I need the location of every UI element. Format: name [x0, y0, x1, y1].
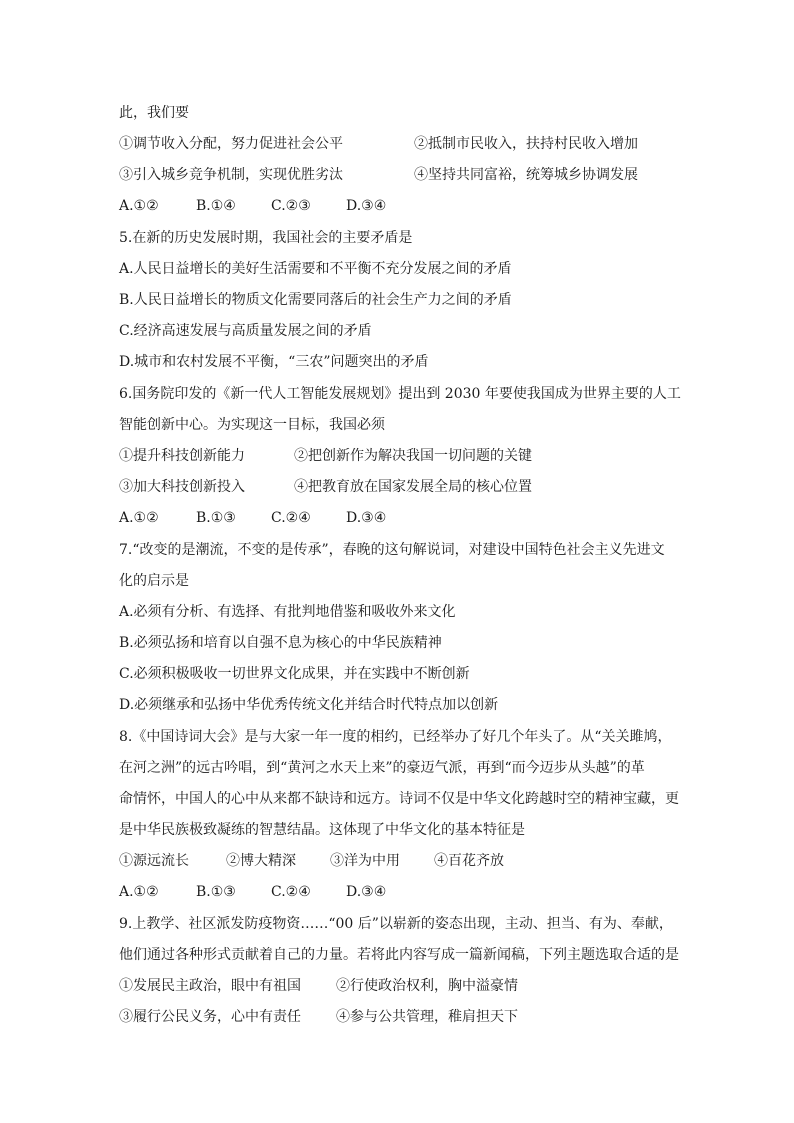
q6-option-c: C.②④ — [271, 510, 311, 526]
q7-stem-line-1: 7.“改变的是潮流，不变的是传承”，春晚的这句解说词，对建设中国特色社会主义先进文 — [119, 542, 665, 558]
q4-option-d: D.③④ — [346, 198, 387, 214]
q8-option-c: C.②④ — [271, 884, 311, 900]
q9-statement-3: ③履行公民义务，心中有责任 — [119, 1009, 301, 1025]
q4-option-c: C.②③ — [271, 198, 311, 214]
q9-statement-2: ②行使政治权利，胸中溢豪情 — [336, 978, 518, 994]
q9-statement-1: ①发展民主政治，眼中有祖国 — [119, 978, 301, 994]
q6-stem-line-1: 6.国务院印发的《新一代人工智能发展规划》提出到 2030 年要使我国成为世界主要的人工 — [119, 386, 681, 402]
q5-option-b: B.人民日益增长的物质文化需要同落后的社会生产力之间的矛盾 — [119, 292, 512, 308]
q6-option-d: D.③④ — [346, 510, 387, 526]
q4-option-a: A.①② — [119, 198, 159, 214]
q6-option-b: B.①③ — [196, 510, 236, 526]
q8-statement-3: ③洋为中用 — [330, 853, 400, 869]
q6-statement-1: ①提升科技创新能力 — [119, 448, 245, 464]
q7-stem-line-2: 化的启示是 — [119, 573, 189, 589]
q7-option-b: B.必须弘扬和培育以自强不息为核心的中华民族精神 — [119, 635, 442, 651]
q4-statement-4: ④坚持共同富裕，统筹城乡协调发展 — [414, 167, 638, 183]
q8-option-b: B.①③ — [196, 884, 236, 900]
q7-option-c: C.必须积极吸收一切世界文化成果，并在实践中不断创新 — [119, 666, 470, 682]
q6-stem-line-2: 智能创新中心。为实现这一目标，我国必须 — [119, 417, 385, 433]
q8-stem-line-2: 在河之洲”的远古吟唱，到“黄河之水天上来”的豪迈气派，再到“而今迈步从头越”的革 — [119, 760, 645, 776]
q8-option-a: A.①② — [119, 884, 159, 900]
q9-stem-line-2: 他们通过各种形式贡献着自己的力量。若将此内容写成一篇新闻稿，下列主题选取合适的是 — [119, 947, 679, 963]
q5-option-a: A.人民日益增长的美好生活需要和不平衡不充分发展之间的矛盾 — [119, 261, 512, 277]
q4-option-b: B.①④ — [196, 198, 236, 214]
q5-option-c: C.经济高速发展与高质量发展之间的矛盾 — [119, 323, 372, 339]
q8-statement-2: ②博大精深 — [226, 853, 296, 869]
q8-stem-line-1: 8.《中国诗词大会》是与大家一年一度的相约，已经举办了好几个年头了。从“关关雎鸠， — [119, 729, 672, 745]
q4-stem-tail: 此，我们要 — [119, 105, 189, 121]
q8-stem-line-4: 是中华民族极致凝练的智慧结晶。这体现了中华文化的基本特征是 — [119, 822, 525, 838]
q9-statement-4: ④参与公共管理，稚肩担天下 — [336, 1009, 518, 1025]
q6-statement-3: ③加大科技创新投入 — [119, 479, 245, 495]
q4-statement-3: ③引入城乡竞争机制，实现优胜劣汰 — [119, 167, 343, 183]
q6-option-a: A.①② — [119, 510, 159, 526]
q5-option-d: D.城市和农村发展不平衡，“三农”问题突出的矛盾 — [119, 354, 429, 370]
q5-stem: 5.在新的历史发展时期，我国社会的主要矛盾是 — [119, 230, 413, 246]
q8-stem-line-3: 命情怀，中国人的心中从来都不缺诗和远方。诗词不仅是中华文化跨越时空的精神宝藏，更 — [119, 791, 679, 807]
q6-statement-4: ④把教育放在国家发展全局的核心位置 — [294, 479, 532, 495]
q7-option-d: D.必须继承和弘扬中华优秀传统文化并结合时代特点加以创新 — [119, 697, 499, 713]
q7-option-a: A.必须有分析、有选择、有批判地借鉴和吸收外来文化 — [119, 604, 456, 620]
q9-stem-line-1: 9.上教学、社区派发防疫物资……“00 后”以崭新的姿态出现，主动、担当、有为、奉献， — [119, 916, 673, 932]
q8-statement-1: ①源远流长 — [119, 853, 189, 869]
q6-statement-2: ②把创新作为解决我国一切问题的关键 — [294, 448, 532, 464]
q8-option-d: D.③④ — [346, 884, 387, 900]
q4-statement-2: ②抵制市民收入，扶持村民收入增加 — [414, 136, 638, 152]
q8-statement-4: ④百花齐放 — [434, 853, 504, 869]
q4-statement-1: ①调节收入分配，努力促进社会公平 — [119, 136, 343, 152]
